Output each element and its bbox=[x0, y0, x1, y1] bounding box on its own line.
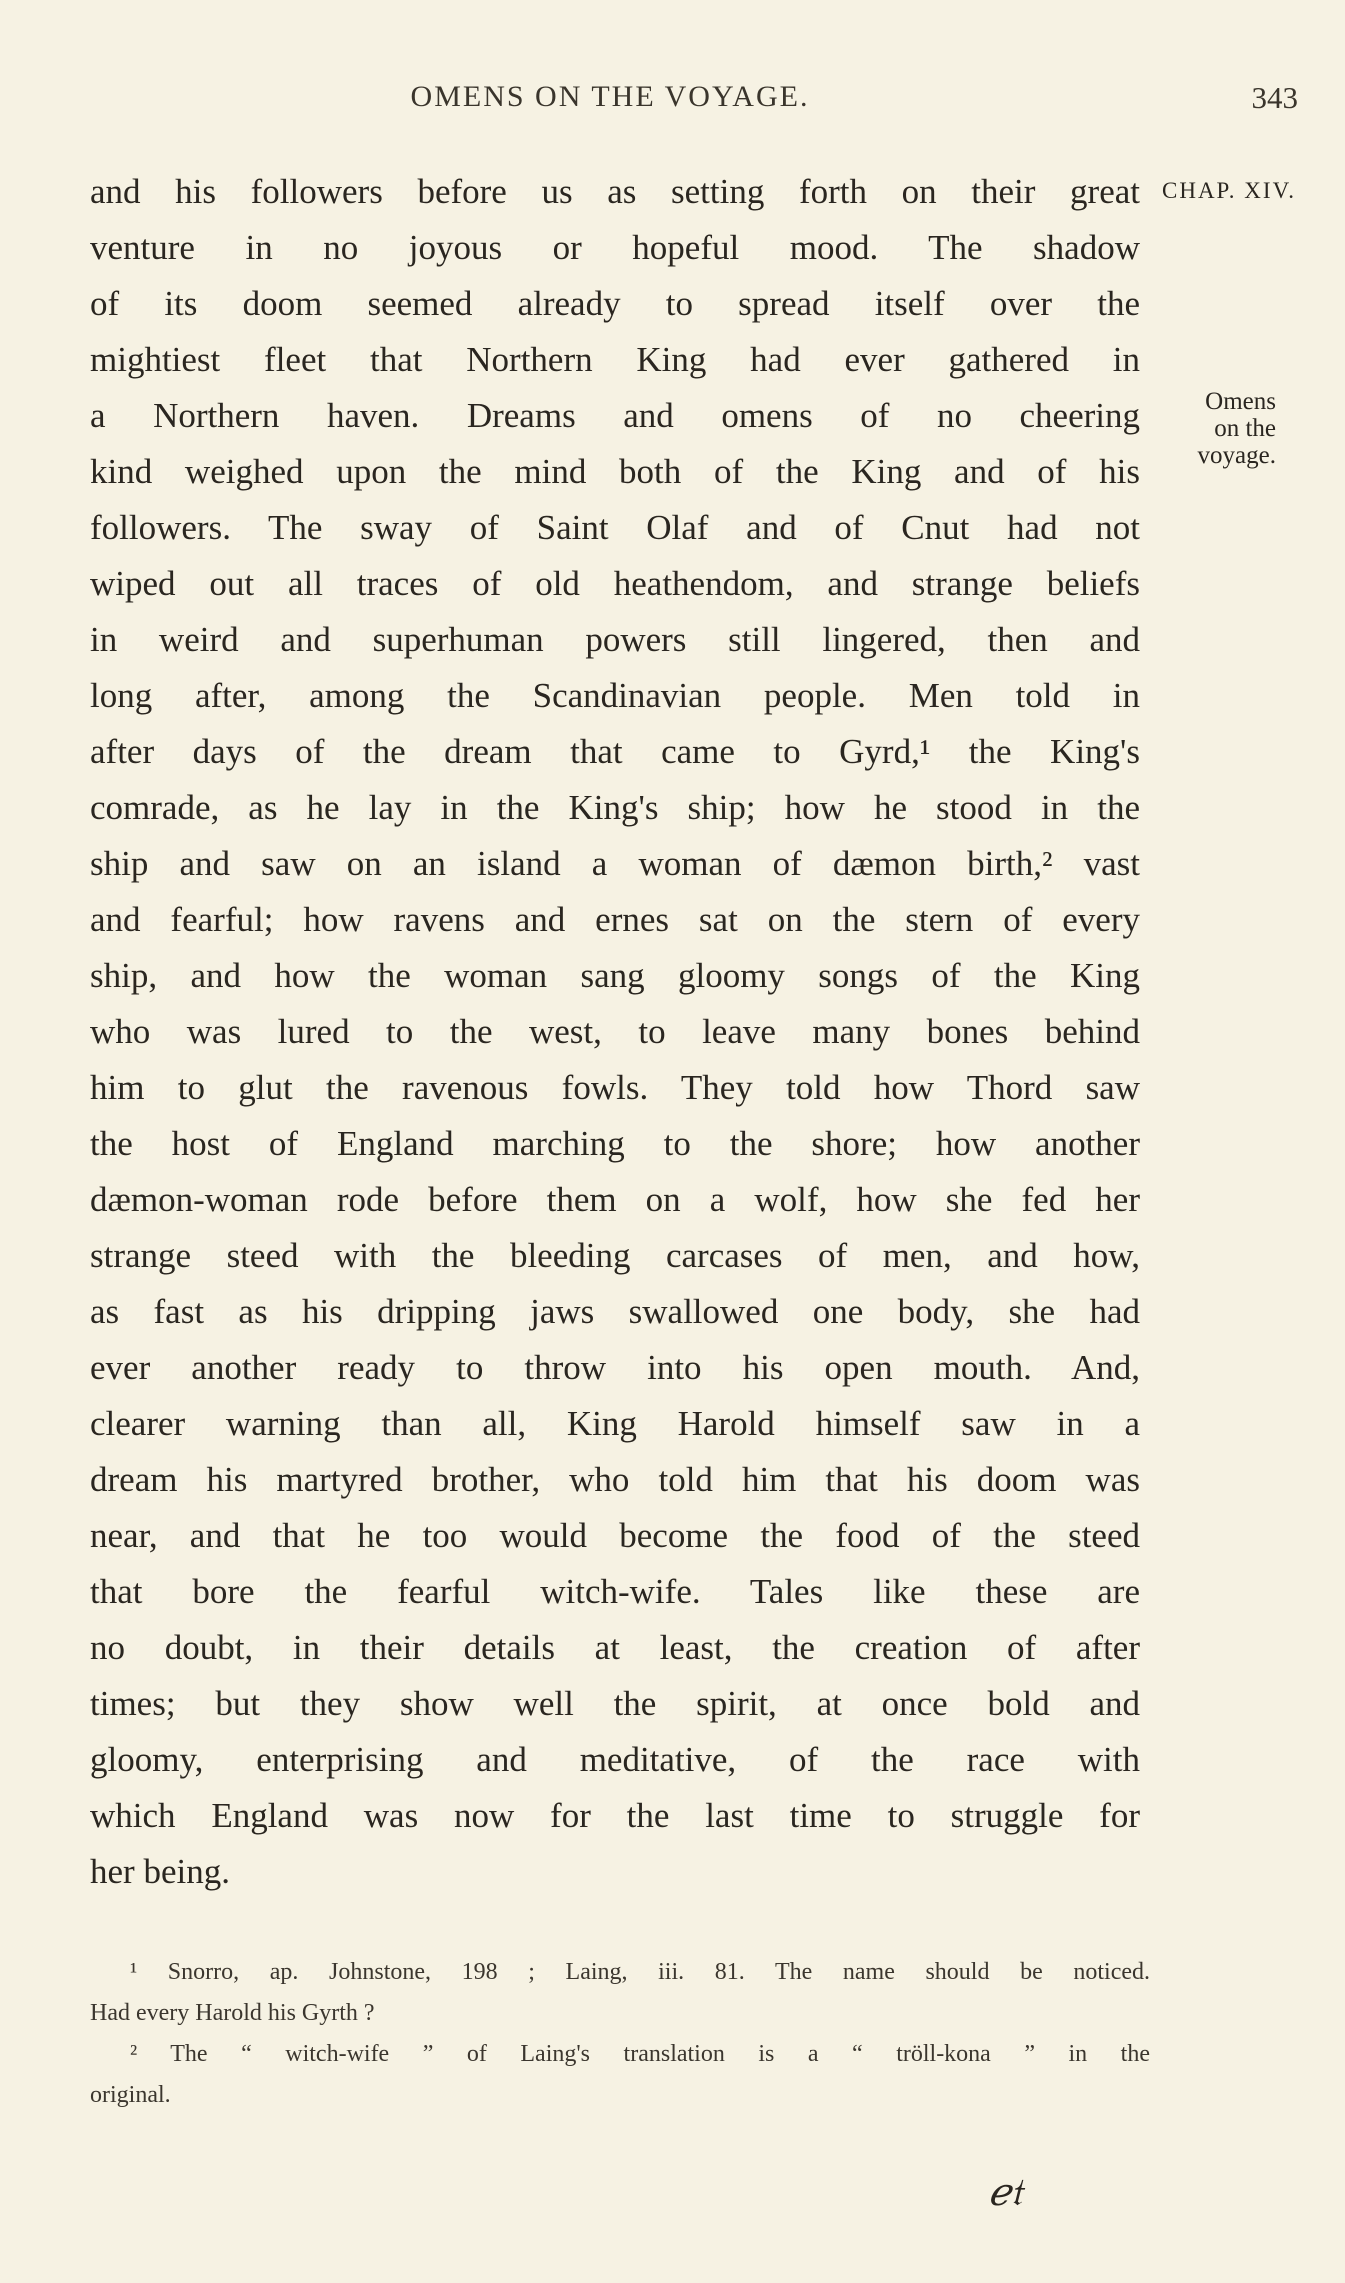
body-line: after days of the dream that came to Gyrd,¹ the King's bbox=[90, 732, 1140, 771]
body-line: him to glut the ravenous fowls. They told how Thord saw bbox=[90, 1068, 1140, 1107]
footnote-line: ² The “ witch-wife ” of Laing's translation is a “ tröll-kona ” in the bbox=[130, 2041, 1150, 2067]
body-line: that bore the fearful witch-wife. Tales like these are bbox=[90, 1572, 1140, 1611]
footnote-line: Had every Harold his Gyrth ? bbox=[90, 2000, 375, 2026]
body-line: dream his martyred brother, who told him that his doom was bbox=[90, 1460, 1140, 1499]
body-line: the host of England marching to the shore; how another bbox=[90, 1124, 1140, 1163]
body-text bbox=[90, 164, 1140, 1900]
sidenote-line: voyage. bbox=[1197, 442, 1276, 469]
body-line: a Northern haven. Dreams and omens of no cheering bbox=[90, 396, 1140, 435]
body-line: and fearful; how ravens and ernes sat on the stern of every bbox=[90, 900, 1140, 939]
sidenote-line: Omens bbox=[1205, 388, 1276, 415]
footnote-line: original. bbox=[90, 2082, 171, 2108]
body-line: strange steed with the bleeding carcases of men, and how, bbox=[90, 1236, 1140, 1275]
sidenote-line: on the bbox=[1214, 415, 1276, 442]
body-line: who was lured to the west, to leave many bones behind bbox=[90, 1012, 1140, 1051]
body-line: which England was now for the last time to struggle for bbox=[90, 1796, 1140, 1835]
body-line: clearer warning than all, King Harold himself saw in a bbox=[90, 1404, 1140, 1443]
page-number: 343 bbox=[1251, 80, 1298, 115]
body-line: her being. bbox=[90, 1852, 230, 1891]
marginal-sidenote bbox=[1146, 388, 1276, 469]
body-line: kind weighed upon the mind both of the King and of his bbox=[90, 452, 1140, 491]
body-line: as fast as his dripping jaws swallowed one body, she had bbox=[90, 1292, 1140, 1331]
body-line: followers. The sway of Saint Olaf and of Cnut had not bbox=[90, 508, 1140, 547]
body-line: mightiest fleet that Northern King had ever gathered in bbox=[90, 340, 1140, 379]
body-line: venture in no joyous or hopeful mood. The shadow bbox=[90, 228, 1140, 267]
running-title: OMENS ON THE VOYAGE. bbox=[410, 80, 810, 113]
chapter-label: CHAP. XIV. bbox=[1162, 178, 1296, 203]
body-line: of its doom seemed already to spread itself over the bbox=[90, 284, 1140, 323]
body-line: times; but they show well the spirit, at once bold and bbox=[90, 1684, 1140, 1723]
footnotes bbox=[90, 1952, 1150, 2116]
body-line: gloomy, enterprising and meditative, of the race with bbox=[90, 1740, 1140, 1779]
body-line: ever another ready to throw into his open mouth. And, bbox=[90, 1348, 1140, 1387]
body-line: comrade, as he lay in the King's ship; how he stood in the bbox=[90, 788, 1140, 827]
body-line: long after, among the Scandinavian people. Men told in bbox=[90, 676, 1140, 715]
body-line: near, and that he too would become the food of the steed bbox=[90, 1516, 1140, 1555]
body-line: no doubt, in their details at least, the creation of after bbox=[90, 1628, 1140, 1667]
body-line: ship and saw on an island a woman of dæmon birth,² vast bbox=[90, 844, 1140, 883]
handwritten-mark: ℯ𝔱 bbox=[988, 2172, 1023, 2214]
body-line: and his followers before us as setting forth on their great bbox=[90, 172, 1140, 211]
body-line: dæmon-woman rode before them on a wolf, how she fed her bbox=[90, 1180, 1140, 1219]
footnote-line: ¹ Snorro, ap. Johnstone, 198 ; Laing, iii. 81. The name should be noticed. bbox=[130, 1959, 1150, 1985]
body-line: in weird and superhuman powers still lingered, then and bbox=[90, 620, 1140, 659]
body-line: ship, and how the woman sang gloomy songs of the King bbox=[90, 956, 1140, 995]
body-line: wiped out all traces of old heathendom, and strange beliefs bbox=[90, 564, 1140, 603]
